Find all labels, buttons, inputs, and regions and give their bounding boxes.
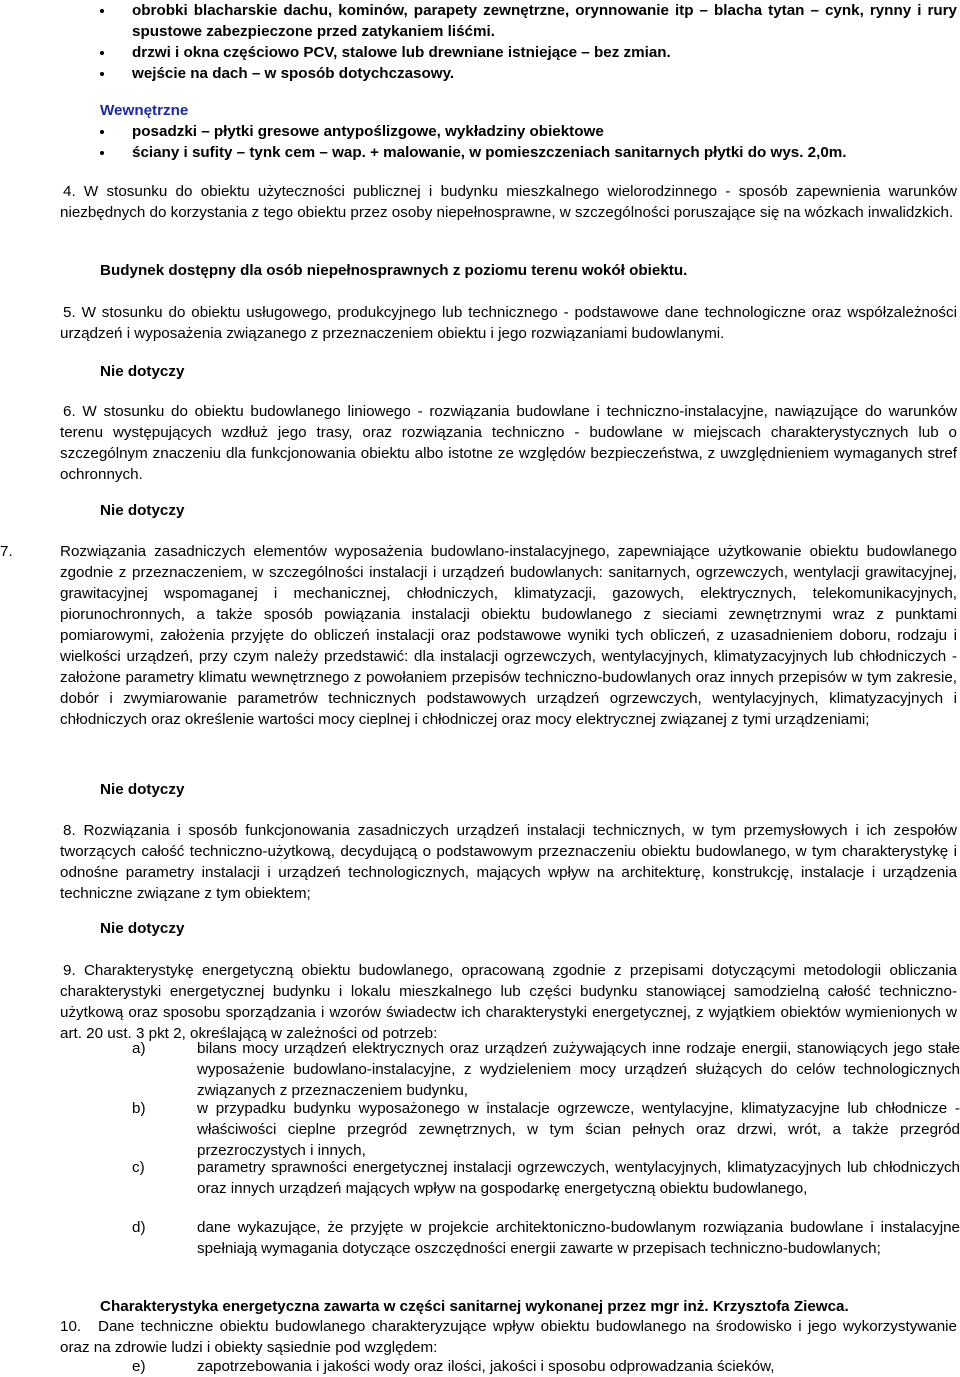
bullet-icon [100,51,104,55]
section-7-answer: Nie dotyczy [100,781,185,798]
section-7-text: Rozwiązania zasadniczych elementów wyposażenia budowlano-instalacyjnego, zapewniające użytkowanie obiektu budowlanego zgodnie z przeznaczeniem, w szczególności instalacji i urządzeń budowlanych: sanitarnych, ogrzewczych, wentylacji grawitacyjnej, grawitacyjnej wspomaganej i mechanicznej, chłodniczych, klimatyzacji, gazowych, elektrycznych, telekomunikacyjnych, piorunochronnych, a także sposób powiązania instalacji obiektu budowlanego z sieciami zewnętrznymi wraz z punktami pomiarowymi, założenia przyjęte do obliczeń instalacji oraz podstawowe wyniki tych obliczeń, z uzasadnieniem doboru, rodzaju i wielkości urządzeń, przy czym należy przedstawić: dla instalacji ogrzewczych, wentylacyjnych, klimatyzacyjnych lub chłodniczych - założone parametry klimatu wewnętrznego z powołaniem przepisów techniczno-budowlanych oraz innych przepisów w tym zakresie, dobór i zwymiarowanie parametrów technicznych podstawowych urządzeń ogrzewczych, wentylacyjnych, klimatyzacyjnych i chłodniczych oraz określenie wartości mocy cieplnej i chłodniczej oraz mocy elektrycznej związanej z tymi urządzeniami; [60,543,957,728]
bullet-icon [100,151,104,155]
bullet-icon [100,130,104,134]
list-item-label: c) [132,1159,145,1176]
section-4-text: 4. W stosunku do obiektu użyteczności publicznej i budynku mieszkalnego wielorodzinnego - sposób zapewnienia warunków niezbędnych do korzystania z tego obiektu przez osoby niepełnosprawne, w szczególności poruszające się na wózkach inwalidzkich. [60,183,957,221]
list-item-label: d) [132,1219,146,1236]
section-8-text: 8. Rozwiązania i sposób funkcjonowania zasadniczych urządzeń instalacji technicznych, w tym przemysłowych i ich zespołów tworzących całość techniczno-użytkową, decydującą o podstawowym przeznaczeniu obiektu budowlanego, w tym charakterystykę i odnośne parametry instalacji i urządzeń technologicznych, mających wpływ na architekturę, konstrukcję, instalacje i urządzenia techniczne związane z tym obiektem; [60,822,957,902]
section-10-text: Dane techniczne obiektu budowlanego charakteryzujące wpływ obiektu budowlanego na środowisko i jego wykorzystywanie oraz na zdrowie ludzi i obiekty sąsiednie pod względem: [60,1318,957,1356]
section-5-text: 5. W stosunku do obiektu usługowego, produkcyjnego lub technicznego - podstawowe dane technologiczne oraz współzależności urządzeń i wyposażenia związanego z przeznaczeniem obiektu i jego rozwiązaniami budowlanymi. [60,304,957,342]
list-item-label: b) [132,1100,146,1117]
section-4-answer: Budynek dostępny dla osób niepełnosprawnych z poziomu terenu wokół obiektu. [100,262,688,279]
bullet-item: obrobki blacharskie dachu, kominów, parapety zewnętrzne, orynnowanie itp – blacha tytan – cynk, rynny i rury spustowe zabezpieczone przed zatykaniem liśćmi. [132,2,957,40]
section-9-answer: Charakterystyka energetyczna zawarta w części sanitarnej wykonanej przez mgr inż. Krzysztofa Ziewca. [100,1298,849,1315]
list-item-text: dane wykazujące, że przyjęte w projekcie architektoniczno-budowlanym rozwiązania budowlane i instalacyjne spełniają wymagania dotyczące oszczędności energii zawarte w przepisach techniczno-budowlanych; [197,1219,960,1257]
section-10-number: 10. [60,1318,82,1335]
section-heading-wewnetrzne: Wewnętrzne [100,102,189,119]
section-7-number: 7. [0,543,13,560]
list-item-text: zapotrzebowania i jakości wody oraz ilości, jakości i sposobu odprowadzania ścieków, [197,1358,775,1375]
bullet-icon [100,72,104,76]
bullet-item: ściany i sufity – tynk cem – wap. + malowanie, w pomieszczeniach sanitarnych płytki do wys. 2,0m. [132,144,847,161]
section-5-answer: Nie dotyczy [100,363,185,380]
section-9-text: 9. Charakterystykę energetyczną obiektu budowlanego, opracowaną zgodnie z przepisami dotyczącymi metodologii obliczania charakterystyki energetycznej budynku i lokalu mieszkalnego lub części budynku stanowiącej samodzielną całość techniczno-użytkową oraz sposobu sporządzania i wzorów świadectw ich charakterystyki energetycznej, z wyjątkiem obiektów wymienionych w art. 20 ust. 3 pkt 2, określającą w zależności od potrzeb: [60,962,957,1042]
list-item-text: w przypadku budynku wyposażonego w instalacje ogrzewcze, wentylacyjne, klimatyzacyjne lub chłodnicze - właściwości cieplne przegród zewnętrznych, w tym ścian pełnych oraz drzwi, wrót, a także przegród przezroczystych i innych, [197,1100,960,1159]
section-8-answer: Nie dotyczy [100,920,185,937]
list-item-text: bilans mocy urządzeń elektrycznych oraz urządzeń zużywających inne rodzaje energii, stanowiących jego stałe wyposażenie budowlano-instalacyjne, z wydzieleniem mocy urządzeń służących do celów technologicznych związanych z przeznaczeniem budynku, [197,1040,960,1099]
bullet-item: drzwi i okna częściowo PCV, stalowe lub drewniane istniejące – bez zmian. [132,44,671,61]
section-6-answer: Nie dotyczy [100,502,185,519]
list-item-text: parametry sprawności energetycznej instalacji ogrzewczych, wentylacyjnych, klimatyzacyjnych lub chłodniczych oraz innych urządzeń mających wpływ na gospodarkę energetyczną obiektu budowlanego, [197,1159,960,1197]
bullet-item: wejście na dach – w sposób dotychczasowy. [132,65,455,82]
list-item-label: a) [132,1040,146,1057]
bullet-item: posadzki – płytki gresowe antypoślizgowe, wykładziny obiektowe [132,123,604,140]
list-item-label: e) [132,1358,146,1375]
section-6-text: 6. W stosunku do obiektu budowlanego liniowego - rozwiązania budowlane i techniczno-instalacyjne, nawiązujące do warunków terenu występujących wzdłuż jego trasy, oraz rozwiązania techniczno - budowlane w miejscach charakterystycznych lub o szczególnym znaczeniu dla funkcjonowania obiektu albo istotne ze względów bezpieczeństwa, z uwzględnieniem wymaganych stref ochronnych. [60,403,957,483]
bullet-icon [100,9,104,13]
